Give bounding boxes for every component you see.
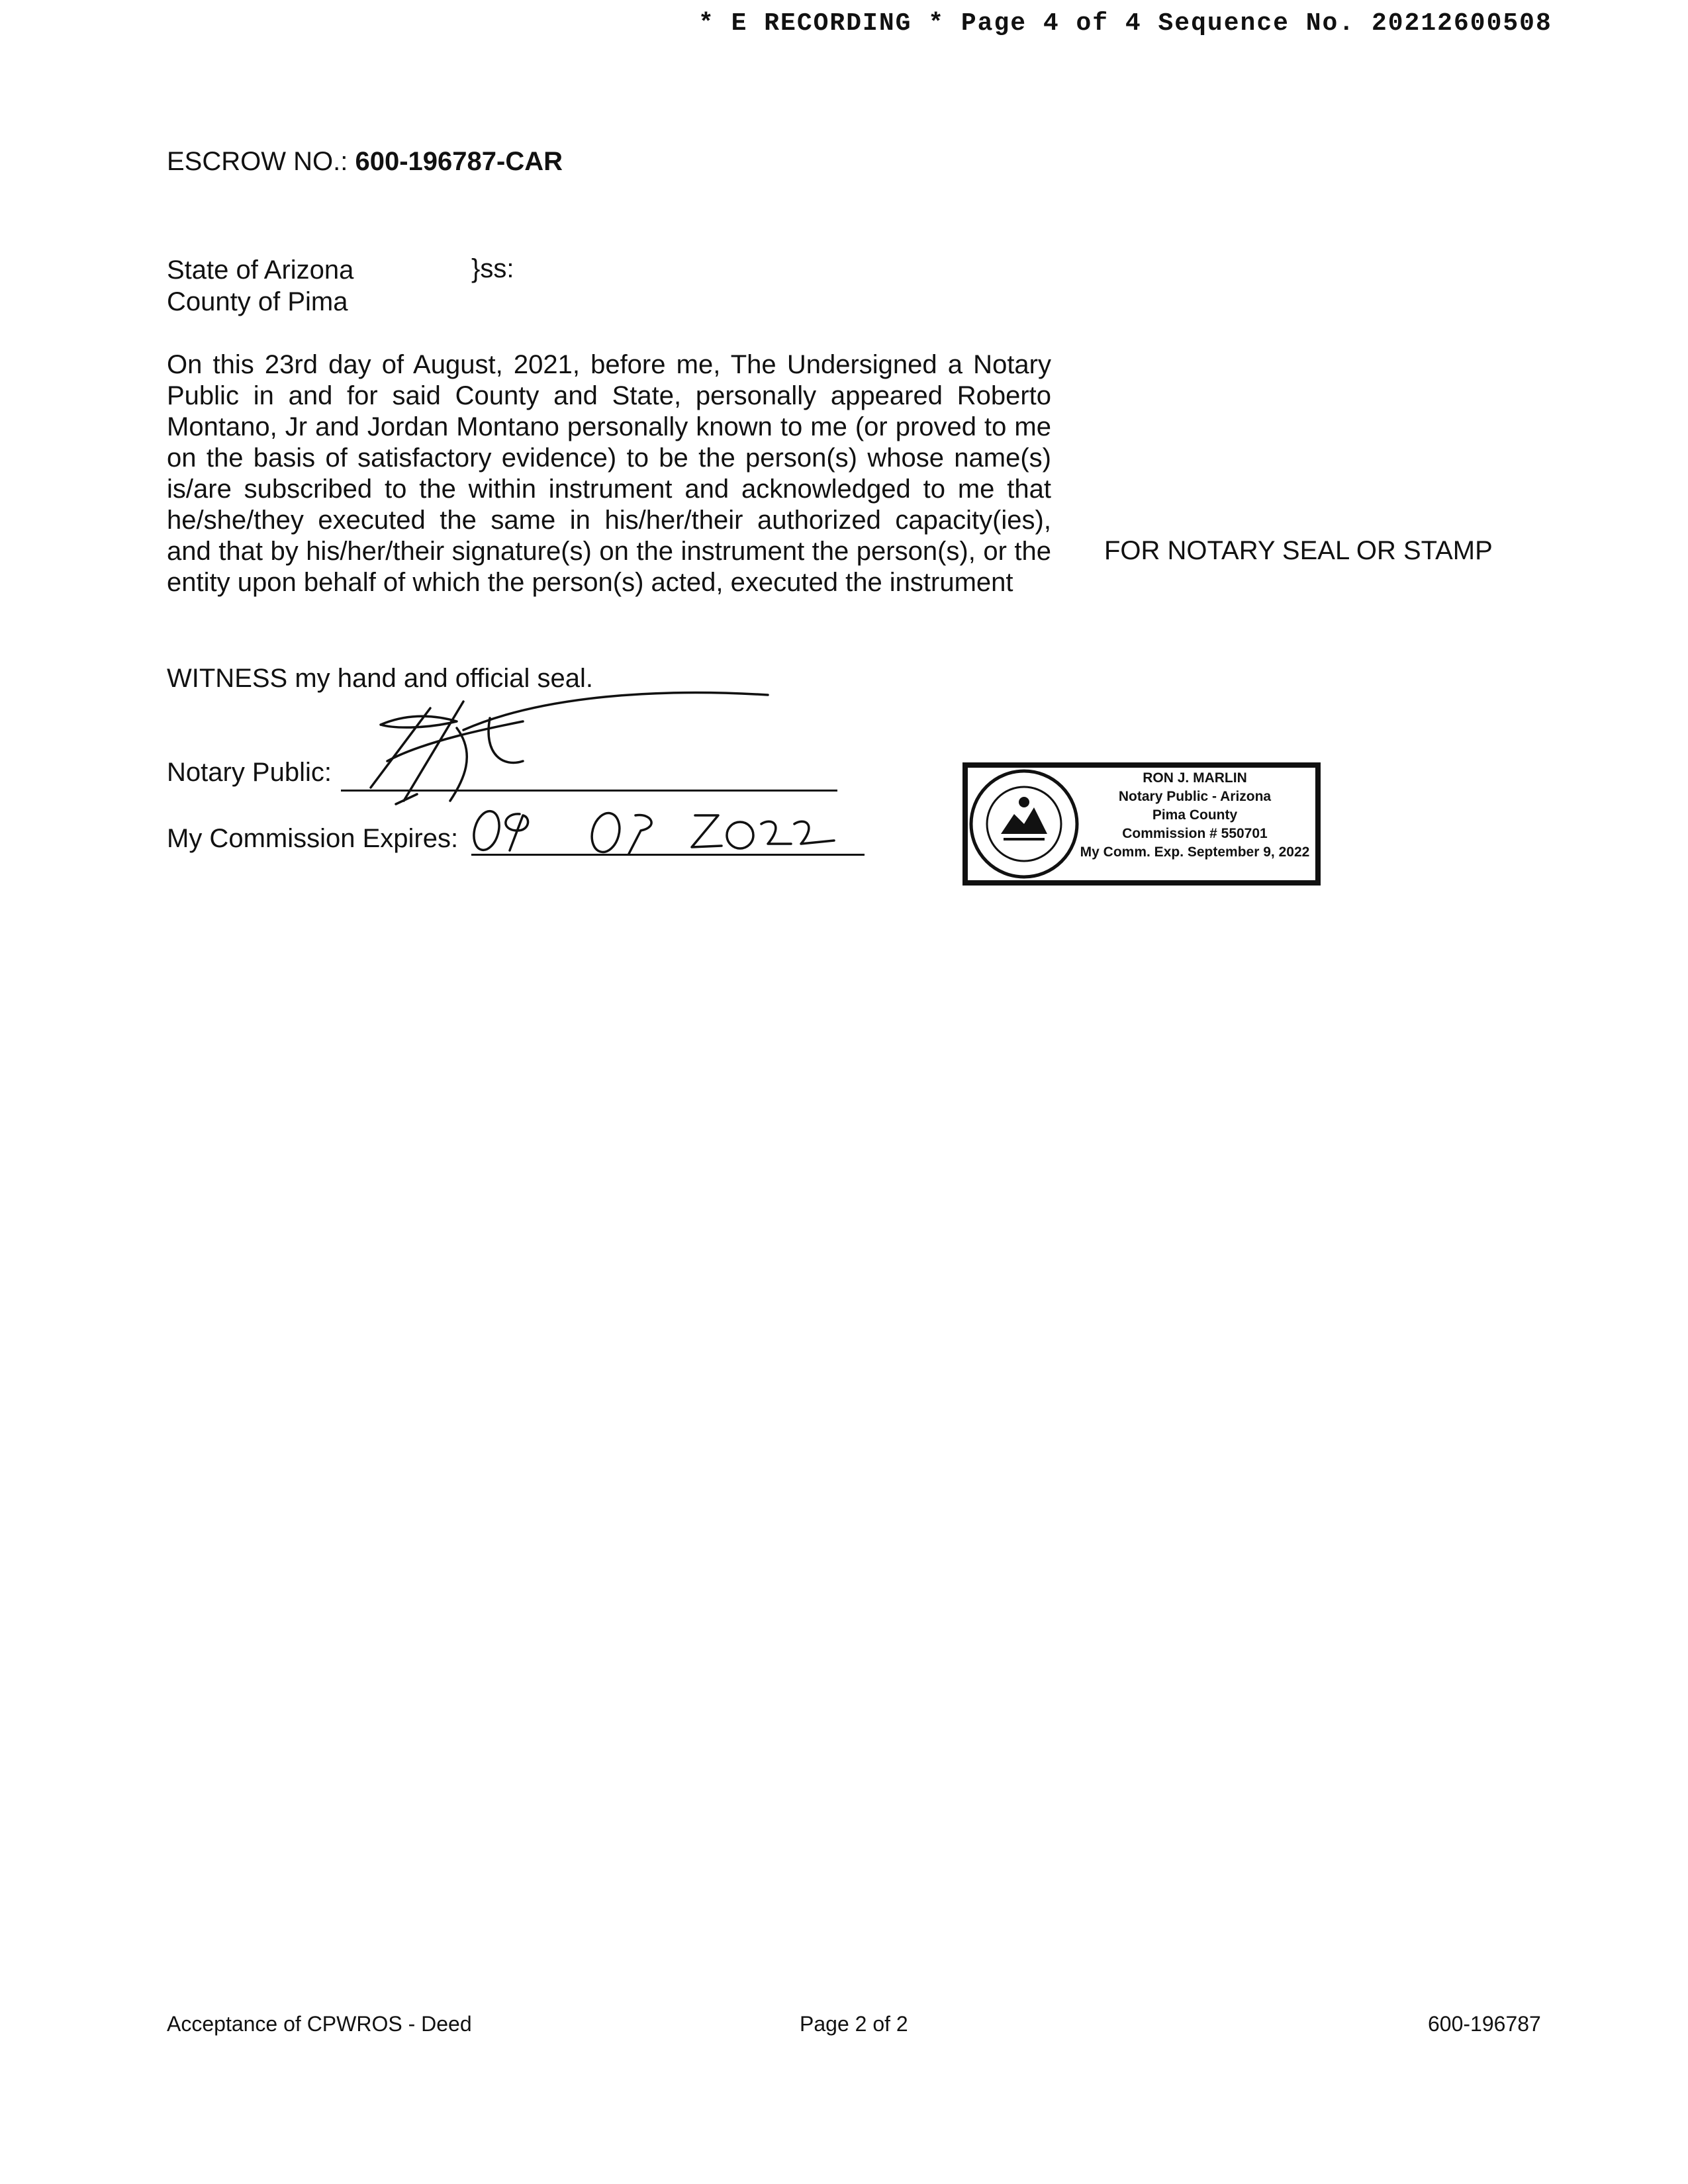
stamp-commission: Commission # 550701 — [1122, 826, 1268, 841]
stamp-title: Notary Public - Arizona — [1118, 789, 1272, 804]
stamp-name: RON J. MARLIN — [1143, 770, 1247, 786]
notary-public-label: Notary Public: — [167, 758, 332, 787]
footer-file-number: 600-196787 — [1428, 2012, 1541, 2036]
escrow-label: ESCROW NO.: — [167, 147, 348, 176]
venue-ss: }ss: — [471, 254, 514, 283]
stamp-text — [1069, 769, 1321, 862]
handwritten-date — [470, 808, 834, 855]
footer-document-title: Acceptance of CPWROS - Deed — [167, 2012, 472, 2036]
recording-header: * E RECORDING * Page 4 of 4 Sequence No. 20212600508 — [698, 9, 1552, 38]
stamp-county: Pima County — [1152, 807, 1238, 823]
escrow-value: 600-196787-CAR — [355, 147, 563, 176]
arizona-seal-icon — [971, 771, 1077, 877]
stamp-expiration: My Comm. Exp. September 9, 2022 — [1080, 844, 1310, 860]
venue-state: State of Arizona — [167, 255, 354, 285]
venue-county: County of Pima — [167, 287, 348, 316]
footer-page-number: Page 2 of 2 — [800, 2012, 908, 2036]
acknowledgment-paragraph: On this 23rd day of August, 2021, before me, The Undersigned a Notary Public in and for said County and State, personally appeared Roberto Montano, Jr and Jordan Montano personally known to me (or proved to me on the basis of satisfactory evidence) to be the person(s) whose name(s) is/are subscribed to the within instrument and acknowledged to me that he/she/they executed the same in his/her/their authorized capacity(ies), and that by his/her/their signature(s) on the instrument the person(s), or the entity upon behalf of which the person(s) acted, executed the instrument — [167, 350, 1051, 597]
seal-placeholder-label: FOR NOTARY SEAL OR STAMP — [1104, 536, 1493, 565]
witness-statement: WITNESS my hand and official seal. — [167, 664, 593, 693]
notary-signature — [371, 693, 768, 804]
commission-expires-label: My Commission Expires: — [167, 824, 459, 853]
